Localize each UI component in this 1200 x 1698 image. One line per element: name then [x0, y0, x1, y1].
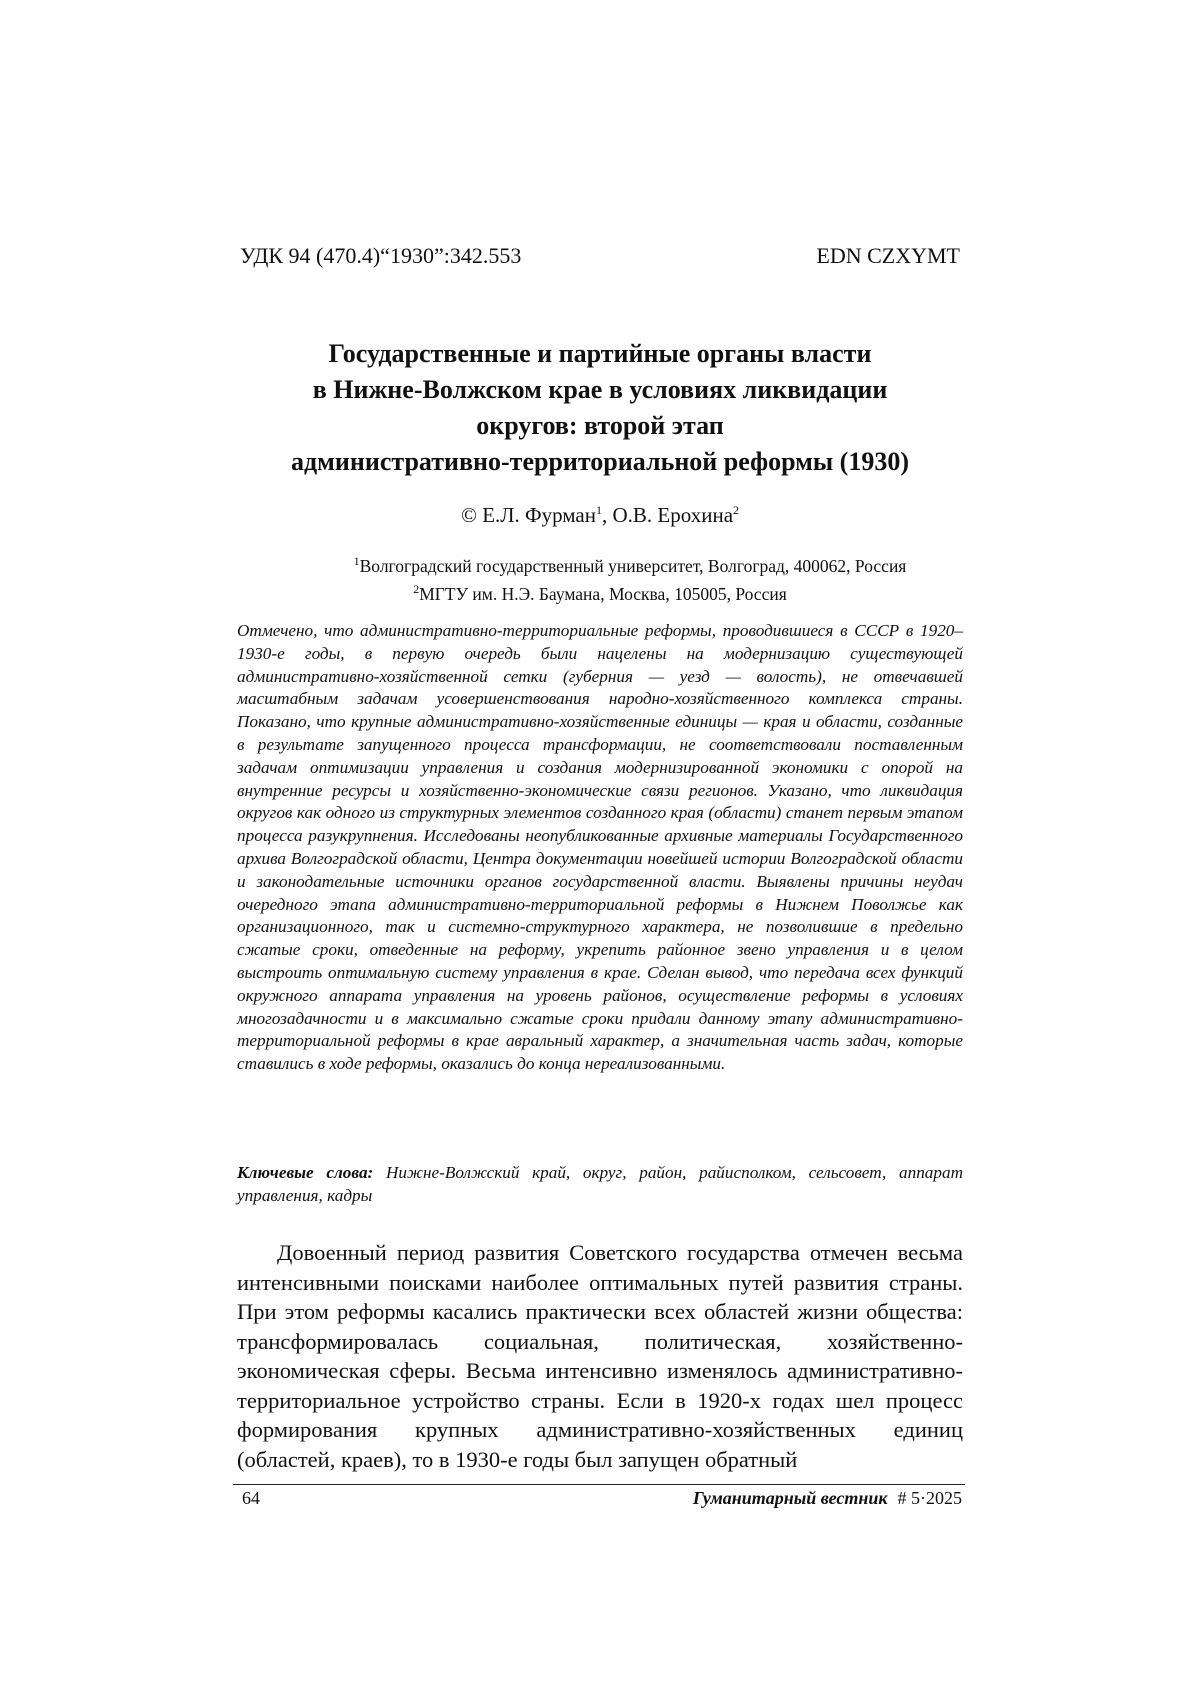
title-line: округов: второй этап	[476, 411, 724, 440]
affiliation-mark: 2	[733, 503, 740, 517]
affiliation-mark: 2	[413, 582, 420, 597]
author-separator: ,	[602, 503, 613, 527]
footer-divider	[233, 1484, 965, 1485]
copyright-sign: ©	[460, 503, 483, 527]
affiliation-text: МГТУ им. Н.Э. Баумана, Москва, 105005, Россия	[419, 584, 787, 604]
title-line: Государственные и партийные органы власти	[328, 339, 872, 368]
affiliation-text: Волгоградский государственный университет, Волгоград, 400062, Россия	[359, 556, 907, 576]
keywords-label: Ключевые слова:	[237, 1163, 374, 1182]
authors-line	[200, 503, 1000, 528]
title-line: в Нижне-Волжском крае в условиях ликвидации	[312, 375, 888, 404]
affiliation-mark: 1	[596, 503, 602, 517]
edn-code: EDN CZXYMT	[816, 243, 960, 268]
title-line: административно-территориальной реформы (1930)	[291, 447, 909, 476]
affiliation	[300, 556, 960, 577]
affiliation	[360, 584, 840, 605]
author-name: Е.Л. Фурман	[482, 503, 596, 527]
udk-code: УДК 94 (470.4)“1930”:342.553	[240, 243, 522, 268]
keywords	[237, 1162, 963, 1208]
article-title	[200, 336, 1000, 480]
page-number: 64	[242, 1488, 260, 1508]
journal-issue: # 5·2025	[897, 1488, 962, 1508]
keywords-text: Нижне-Волжский край, округ, район, райисполком, сельсовет, аппарат управления, кадры	[237, 1163, 963, 1205]
body-paragraph: Довоенный период развития Советского государства отмечен весьма интенсивными поисками наиболее оптимальных путей развития страны. При этом реформы касались практически всех областей жизни общества: трансформировалась социальная, политическая, хозяйственно-экономическая сферы. Весьма интенсивно изменялось административно-территориальное устройство страны. Если в 1920-х годах шел процесс формирования крупных административно-хозяйственных единиц (областей, краев), то в 1930-е годы был запущен обратный	[237, 1240, 963, 1472]
author-name: О.В. Ерохина	[612, 503, 734, 527]
journal-footer	[693, 1488, 962, 1509]
abstract: Отмечено, что административно-территориальные реформы, проводившиеся в СССР в 1920–1930-е годы, в первую очередь были нацелены на модернизацию существующей административно-хозяйственной сетки (губерния — уезд — волость), не отвечавшей масштабным задачам усовершенствования народно-хозяйственного комплекса страны. Показано, что крупные административно-хозяйственные единицы — края и области, созданные в результате запущенного процесса трансформации, не соответствовали поставленным задачам оптимизации управления и создания модернизированной экономики с опорой на внутренние ресурсы и хозяйственно-экономические связи регионов. Указано, что ликвидация округов как одного из структурных элементов созданного края (области) станет первым этапом процесса разукрупнения. Исследованы неопубликованные архивные материалы Государственного архива Волгоградской области, Центра документации новейшей истории Волгоградской области и законодательные источники органов государственной власти. Выявлены причины неудач очередного этапа административно-территориальной реформы в Нижнем Поволжье как организационного, так и системно-структурного характера, не позволившие в предельно сжатые сроки, отведенные на реформу, укрепить районное звено управления и в целом выстроить оптимальную систему управления в крае. Сделан вывод, что передача всех функций окружного аппарата управления на уровень районов, осуществление реформы в условиях многозадачности и в максимально сжатые сроки придали данному этапу административно-территориальной реформы в крае авральный характер, а значительная часть задач, которые ставились в ходе реформы, оказались до конца нереализованными.	[237, 621, 963, 1074]
affiliation-mark: 1	[353, 554, 360, 569]
journal-name: Гуманитарный вестник	[692, 1488, 888, 1508]
